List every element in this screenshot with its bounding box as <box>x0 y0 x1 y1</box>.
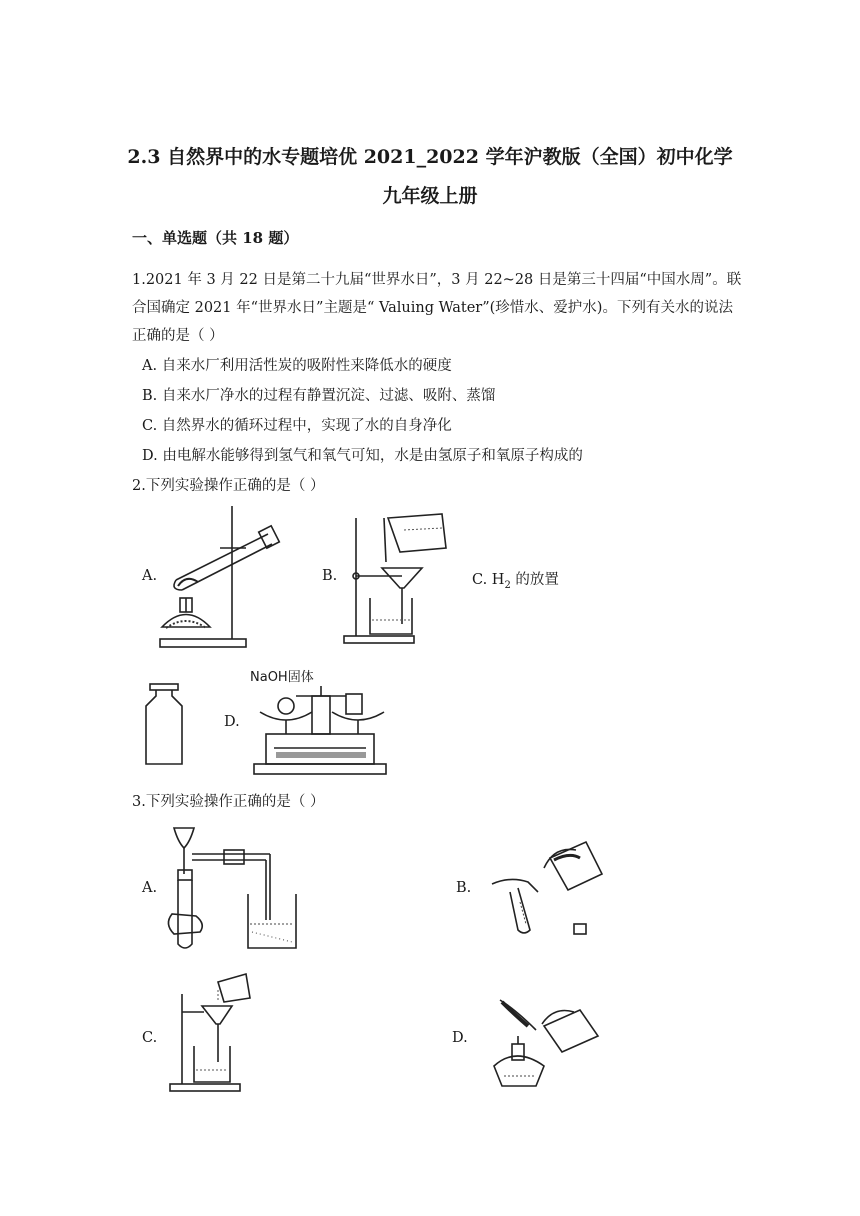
document-title-line2: 九年级上册 <box>382 185 478 207</box>
q2-stem: 2.下列实验操作正确的是（ ） <box>132 478 325 494</box>
q3-option-b-label: B. <box>456 880 472 896</box>
q2-option-c-subscript: 2 <box>504 579 511 591</box>
q2-option-a-label: A. <box>142 568 158 584</box>
document-title-line1: 2.3 自然界中的水专题培优 2021_2022 学年沪教版（全国）初中化学 <box>127 146 733 168</box>
q3-option-d-label: D. <box>452 1030 468 1046</box>
q1-stem-line2: 合国确定 2021 年“世界水日”主题是“ Valuing Water”(珍惜水、爱护水)。下列有关水的说法 <box>132 300 733 316</box>
q2-option-b-filtration-figure <box>342 512 458 646</box>
q2-option-c-prefix: C. H <box>472 572 505 588</box>
q1-option-a: A. 自来水厂利用活性炭的吸附性来降低水的硬度 <box>142 358 452 374</box>
q3-option-a-airtightness-figure <box>160 824 300 954</box>
q2-option-c-suffix: 的放置 <box>510 572 559 588</box>
section-heading: 一、单选题（共 18 题） <box>132 229 299 247</box>
q2-option-d-label: D. <box>224 714 240 730</box>
q3-option-a-label: A. <box>142 880 158 896</box>
q2-naoh-label: NaOH固体 <box>250 670 314 685</box>
q2-option-b-label: B. <box>322 568 338 584</box>
q3-option-d-alcohol-lamp-figure <box>486 996 604 1092</box>
q1-stem-line3: 正确的是（ ） <box>132 328 224 344</box>
q3-option-c-label: C. <box>142 1030 158 1046</box>
q1-stem-line1: 1.2021 年 3 月 22 日是第二十九届“世界水日”，3 月 22~28 日是第三十四届“中国水周”。联 <box>132 272 742 288</box>
q1-option-c: C. 自然界水的循环过程中，实现了水的自身净化 <box>142 418 452 434</box>
q1-option-b: B. 自来水厂净水的过程有静置沉淀、过滤、吸附、蒸馏 <box>142 388 496 404</box>
q1-option-d: D. 由电解水能够得到氢气和氧气可知，水是由氢原子和氧原子构成的 <box>142 448 583 464</box>
q2-option-d-balance-figure <box>252 682 388 776</box>
q3-stem: 3.下列实验操作正确的是（ ） <box>132 794 325 810</box>
q3-option-b-pouring-figure <box>490 838 608 938</box>
q2-option-c-gas-bottle-figure <box>144 682 184 766</box>
q2-option-a-heating-tube-figure <box>158 502 288 650</box>
q3-option-c-filtration-figure <box>168 972 254 1094</box>
q2-option-c-label <box>472 568 559 591</box>
